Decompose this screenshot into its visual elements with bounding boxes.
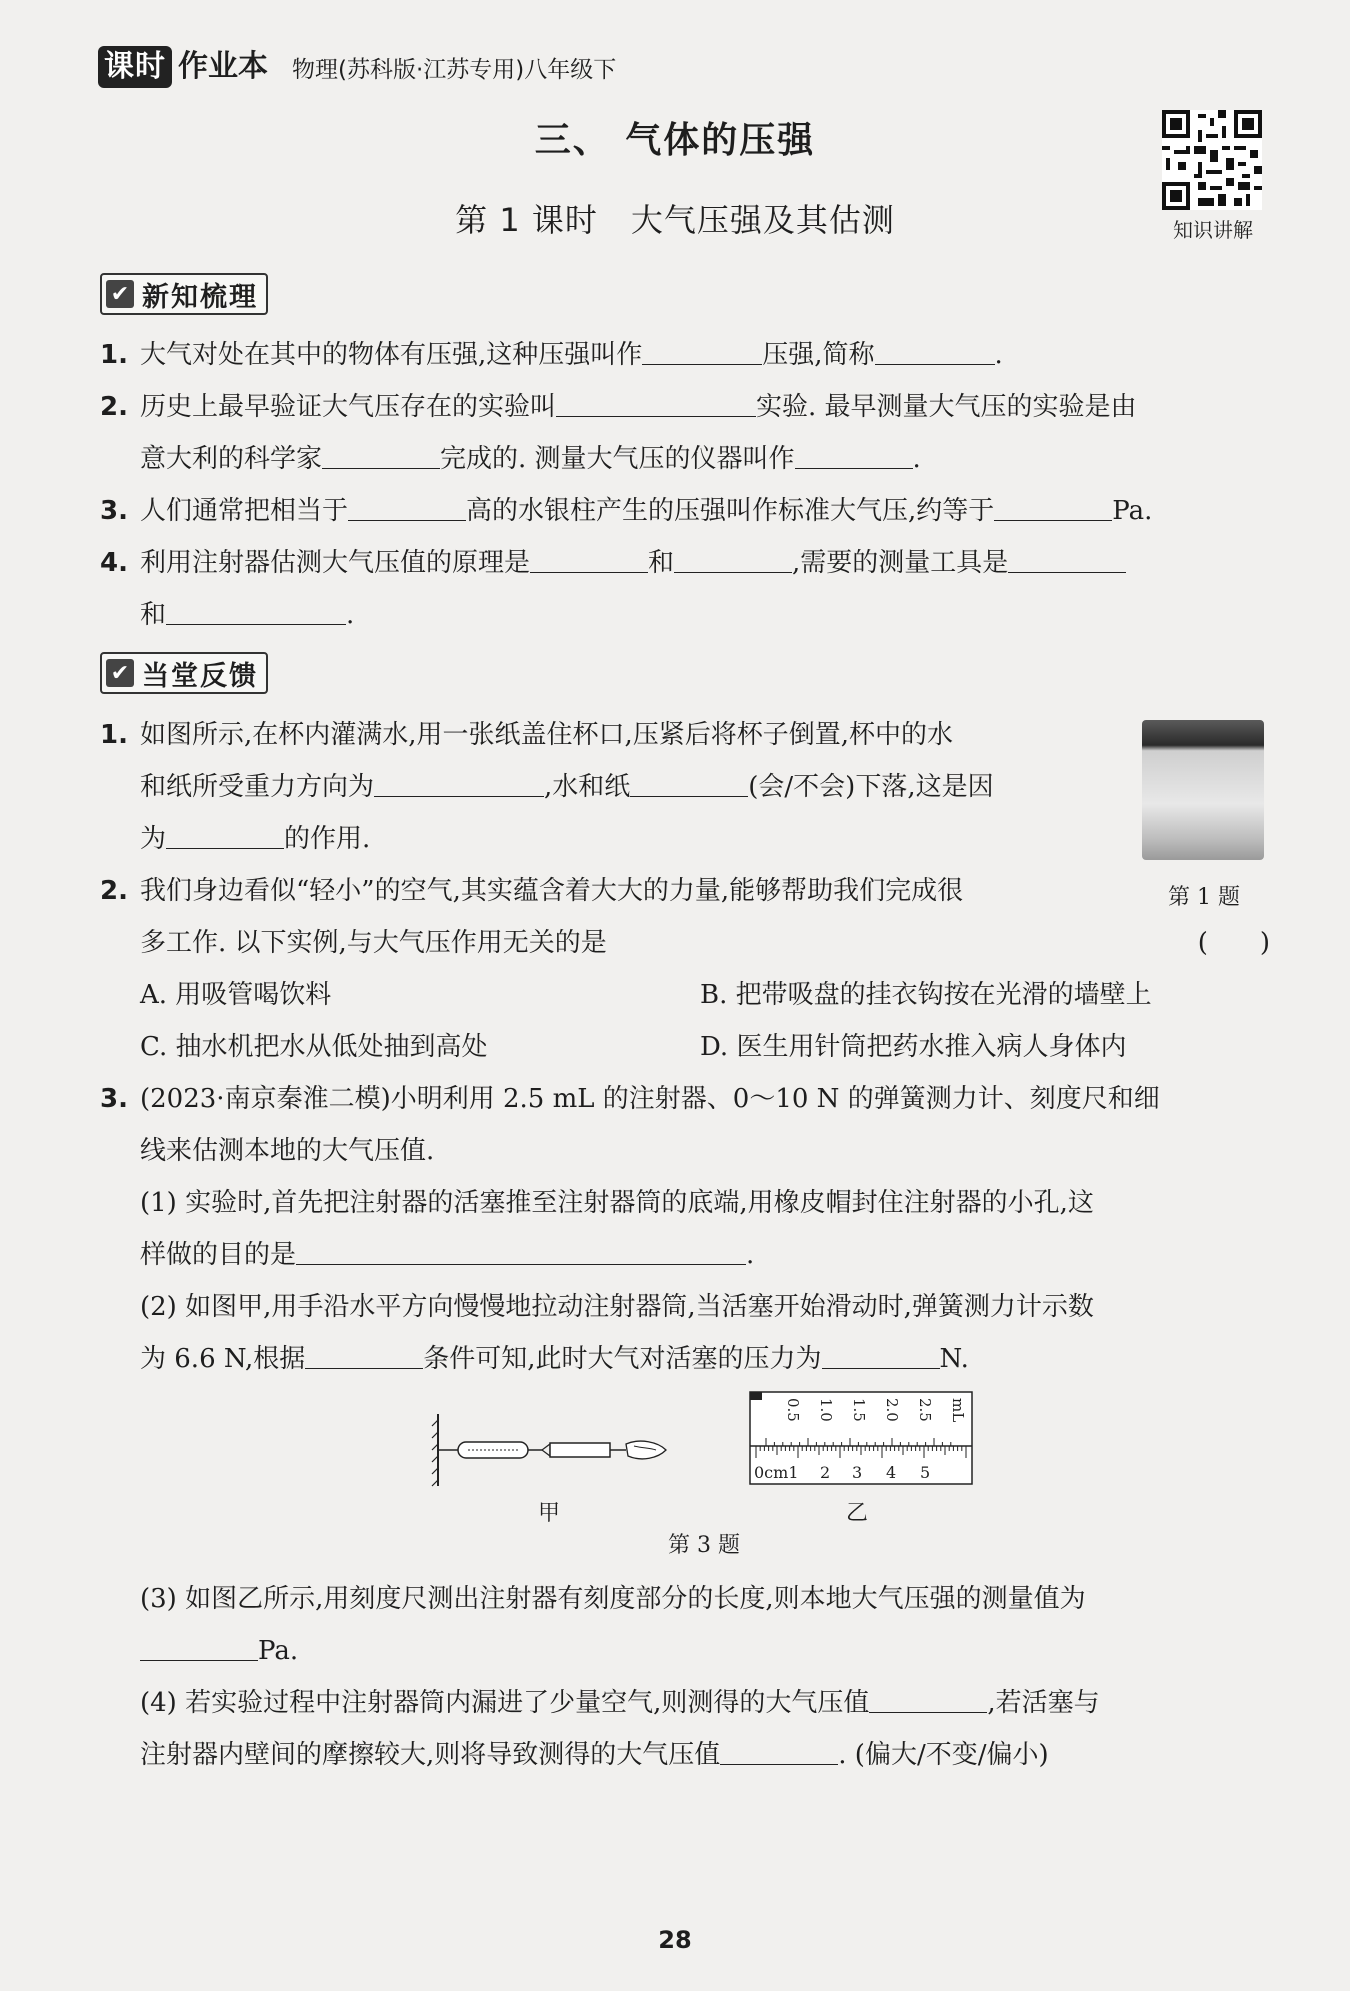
- text: .: [994, 340, 1003, 370]
- text: 和: [140, 600, 167, 630]
- text: (2023·南京秦淮二模)小明利用 2.5 mL 的注射器、0～10 N 的弹簧测力计、刻度尺和细: [140, 1084, 1160, 1114]
- answer-blank[interactable]: [642, 338, 762, 365]
- answer-blank[interactable]: [869, 1686, 987, 1713]
- s2-q1-line3: [140, 822, 370, 856]
- question-number: 2.: [100, 876, 128, 906]
- s2-q2-line1: [100, 874, 963, 908]
- text: 为: [140, 824, 167, 854]
- answer-blank[interactable]: [296, 1238, 746, 1265]
- question-number: 1.: [100, 340, 128, 370]
- text: 高的水银柱产生的压强叫作标准大气压,约等于: [466, 496, 995, 526]
- answer-blank[interactable]: [875, 338, 995, 365]
- option-a: A. 用吸管喝饮料: [140, 980, 332, 1010]
- lesson-title: 第 1 课时 大气压强及其估测: [455, 201, 895, 239]
- ruler-label: 2: [820, 1463, 831, 1482]
- checkbox-icon: ✔: [106, 659, 134, 687]
- s2-q3-p4-line1: [140, 1686, 1100, 1720]
- section-title: 当堂反馈: [142, 660, 258, 692]
- qr-label: 知识讲解: [1173, 218, 1253, 242]
- series-title: 物理(苏科版·江苏专用)八年级下: [292, 57, 617, 83]
- answer-blank[interactable]: [630, 770, 748, 797]
- s2-q3-p1-line2: [140, 1238, 754, 1272]
- s2-q3-p1-line1: (1) 实验时,首先把注射器的活塞推至注射器筒的底端,用橡皮帽封住注射器的小孔,这: [140, 1188, 1094, 1218]
- text: (会/不会)下落,这是因: [748, 772, 994, 802]
- question-number: 4.: [100, 548, 128, 578]
- answer-blank[interactable]: [166, 822, 284, 849]
- figure-label-yi: 乙: [846, 1501, 869, 1526]
- syringe-label: 2.5: [916, 1398, 934, 1422]
- text: 实验. 最早测量大气压的实验是由: [756, 392, 1137, 422]
- text: Pa.: [258, 1636, 299, 1666]
- syringe-label: 0.5: [784, 1398, 802, 1422]
- answer-blank[interactable]: [374, 770, 544, 797]
- answer-blank[interactable]: [305, 1342, 423, 1369]
- option-c: C. 抽水机把水从低处抽到高处: [140, 1032, 488, 1062]
- answer-blank[interactable]: [994, 494, 1112, 521]
- s1-q4-line2: [140, 598, 354, 632]
- checkbox-icon: ✔: [106, 280, 134, 308]
- figure-caption-q1: 第 1 题: [1168, 885, 1240, 910]
- figure-caption-q3: 第 3 题: [668, 1533, 740, 1558]
- text: 意大利的科学家: [140, 444, 323, 474]
- answer-blank[interactable]: [795, 442, 913, 469]
- s2-q3-p2-line1: (2) 如图甲,用手沿水平方向慢慢地拉动注射器筒,当活塞开始滑动时,弹簧测力计示数: [140, 1292, 1094, 1322]
- question-number: 2.: [100, 392, 128, 422]
- answer-blank[interactable]: [1008, 546, 1126, 573]
- section-header-class-feedback: [100, 652, 268, 694]
- answer-blank[interactable]: [720, 1738, 838, 1765]
- s1-q1-line: [100, 338, 1003, 372]
- section-title: 新知梳理: [142, 281, 258, 313]
- text: 和纸所受重力方向为: [140, 772, 375, 802]
- syringe-label: 1.5: [850, 1398, 868, 1422]
- chapter-title: 三、 气体的压强: [534, 120, 816, 161]
- text: Pa.: [1112, 496, 1153, 526]
- text: 样做的目的是: [140, 1240, 297, 1270]
- syringe-label: mL: [949, 1398, 967, 1423]
- question-number: 1.: [100, 720, 128, 750]
- s2-q1-line2: [140, 770, 994, 804]
- text: .: [346, 600, 355, 630]
- section-header-new-knowledge: [100, 273, 268, 315]
- text: ,需要的测量工具是: [792, 548, 1009, 578]
- s2-q3-line2: 线来估测本地的大气压值.: [140, 1136, 435, 1166]
- text: 完成的. 测量大气压的仪器叫作: [440, 444, 795, 474]
- answer-blank[interactable]: [348, 494, 466, 521]
- text: 和: [648, 548, 675, 578]
- text: .: [746, 1240, 755, 1270]
- header: [98, 38, 616, 88]
- s2-q1-line1: [100, 718, 953, 752]
- ruler-label: 5: [920, 1463, 931, 1482]
- question-number: 3.: [100, 496, 128, 526]
- logo-text: 作业本: [178, 49, 268, 84]
- text: 的作用.: [284, 824, 371, 854]
- logo-mark: 课时: [98, 46, 172, 88]
- figure-yi-scale: [748, 1390, 978, 1490]
- text: 条件可知,此时大气对活塞的压力为: [423, 1344, 822, 1374]
- text: 如图所示,在杯内灌满水,用一张纸盖住杯口,压紧后将杯子倒置,杯中的水: [140, 720, 954, 750]
- text: 人们通常把相当于: [140, 496, 349, 526]
- ruler-label: 0cm1: [754, 1463, 799, 1482]
- text: 为 6.6 N,根据: [140, 1344, 306, 1374]
- option-b: B. 把带吸盘的挂衣钩按在光滑的墙壁上: [700, 980, 1152, 1010]
- s1-q3-line: [100, 494, 1152, 528]
- answer-blank[interactable]: [140, 1634, 258, 1661]
- s1-q2-line2: [140, 442, 921, 476]
- qr-code-icon[interactable]: [1162, 110, 1262, 210]
- text: ,水和纸: [544, 772, 631, 802]
- question-number: 3.: [100, 1084, 128, 1114]
- option-d: D. 医生用针筒把药水推入病人身体内: [700, 1032, 1127, 1062]
- cup-photo: [1142, 720, 1264, 860]
- text: N.: [939, 1344, 969, 1374]
- text: 利用注射器估测大气压值的原理是: [140, 548, 531, 578]
- s2-q3-p2-line2: [140, 1342, 969, 1376]
- text: 注射器内壁间的摩擦较大,则将导致测得的大气压值: [140, 1740, 721, 1770]
- s2-q3-line1: [100, 1082, 1160, 1116]
- text: ,若活塞与: [987, 1688, 1100, 1718]
- text: (4) 若实验过程中注射器筒内漏进了少量空气,则测得的大气压值: [140, 1688, 870, 1718]
- page-number: 28: [658, 1926, 692, 1954]
- s1-q2-line1: [100, 390, 1137, 424]
- answer-blank[interactable]: [556, 390, 756, 417]
- s1-q4-line1: [100, 546, 1126, 580]
- answer-blank[interactable]: [166, 598, 346, 625]
- s2-q3-p4-line2: [140, 1738, 1049, 1772]
- text: 压强,简称: [762, 340, 875, 370]
- answer-blank[interactable]: [322, 442, 440, 469]
- answer-blank[interactable]: [822, 1342, 940, 1369]
- syringe-label: 2.0: [883, 1398, 901, 1422]
- brand-logo: [98, 46, 268, 88]
- s2-q3-p3-line2: [140, 1634, 298, 1668]
- text: .: [912, 444, 921, 474]
- figure-label-jia: 甲: [538, 1501, 561, 1526]
- answer-blank[interactable]: [530, 546, 648, 573]
- text: . (偏大/不变/偏小): [838, 1740, 1049, 1770]
- text: 我们身边看似“轻小”的空气,其实蕴含着大大的力量,能够帮助我们完成很: [140, 876, 964, 906]
- text: 多工作. 以下实例,与大气压作用无关的是: [140, 928, 607, 958]
- ruler-label: 3: [852, 1463, 863, 1482]
- figure-jia-apparatus: [430, 1410, 670, 1490]
- answer-paren[interactable]: ( ): [1197, 928, 1270, 958]
- syringe-label: 1.0: [817, 1398, 835, 1422]
- s2-q3-p3-line1: (3) 如图乙所示,用刻度尺测出注射器有刻度部分的长度,则本地大气压强的测量值为: [140, 1584, 1086, 1614]
- text: 历史上最早验证大气压存在的实验叫: [140, 392, 557, 422]
- text: 大气对处在其中的物体有压强,这种压强叫作: [140, 340, 643, 370]
- s2-q2-line2: [140, 926, 1270, 960]
- ruler-label: 4: [886, 1463, 897, 1482]
- answer-blank[interactable]: [674, 546, 792, 573]
